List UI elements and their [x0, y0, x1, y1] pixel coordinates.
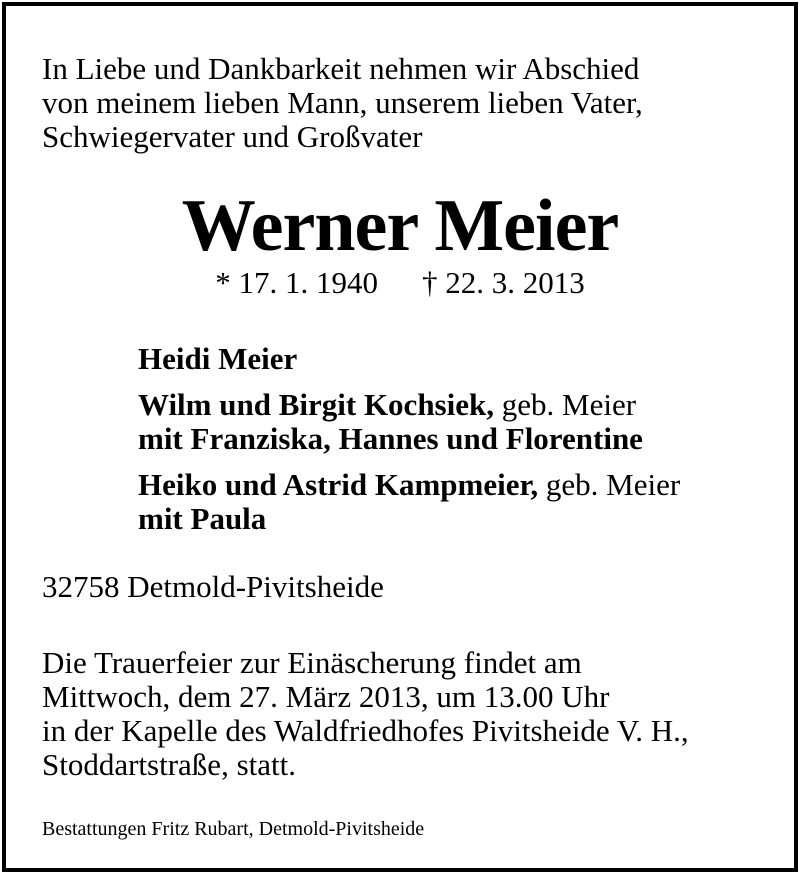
service-line: Stoddartstraße, statt. — [42, 747, 296, 782]
obituary-notice — [2, 2, 798, 872]
birth-date: * 17. 1. 1940 — [215, 265, 378, 300]
intro-line: Schwiegervater und Großvater — [42, 119, 423, 154]
intro-line: In Liebe und Dankbarkeit nehmen wir Abschied — [42, 51, 640, 86]
service-info — [42, 646, 689, 782]
family-name: Heiko und Astrid Kampmeier, — [138, 467, 539, 502]
intro-line: von meinem lieben Mann, unserem lieben Vater, — [42, 85, 643, 120]
family-children: mit Paula — [138, 501, 267, 536]
place: 32758 Detmold-Pivitsheide — [42, 569, 384, 604]
family-member-heidi — [138, 342, 297, 376]
maiden-name: geb. Meier — [538, 467, 681, 502]
service-line: in der Kapelle des Waldfriedhofes Pivitsheide V. H., — [42, 713, 689, 748]
family-name: Wilm und Birgit Kochsiek, — [138, 387, 494, 422]
family-group-kampmeier — [138, 468, 680, 536]
service-line: Mittwoch, dem 27. März 2013, um 13.00 Uhr — [42, 679, 610, 714]
deceased-name: Werner Meier — [181, 185, 619, 267]
maiden-name: geb. Meier — [494, 387, 637, 422]
death-date: † 22. 3. 2013 — [422, 265, 585, 300]
family-children: mit Franziska, Hannes und Florentine — [138, 421, 643, 456]
intro-text — [42, 52, 643, 154]
family-group-kochsiek — [138, 388, 643, 456]
service-line: Die Trauerfeier zur Einäscherung findet am — [42, 645, 582, 680]
family-name: Heidi Meier — [138, 341, 298, 376]
funeral-home: Bestattungen Fritz Rubart, Detmold-Pivitsheide — [42, 818, 425, 840]
life-dates — [6, 266, 794, 300]
